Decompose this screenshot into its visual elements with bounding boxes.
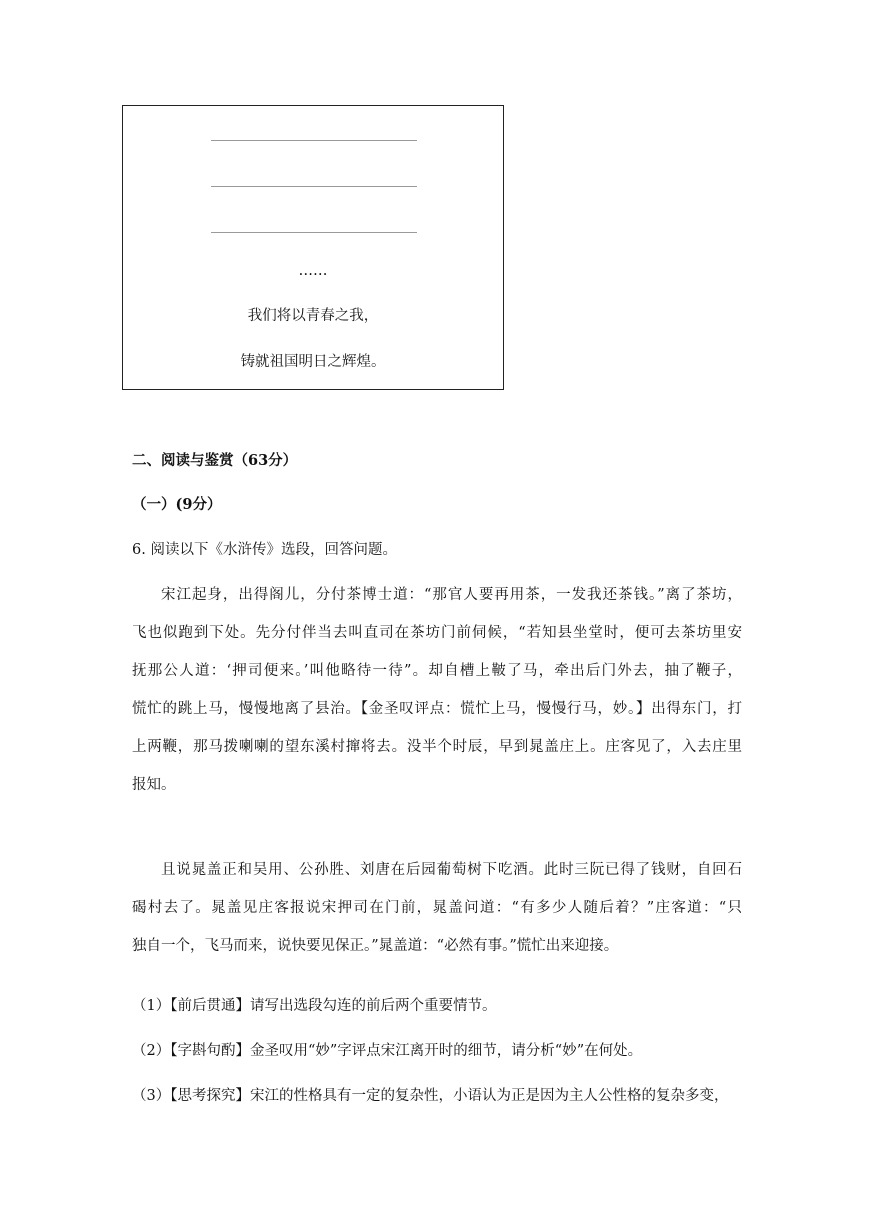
blank-line-1 (211, 140, 417, 141)
paragraph-2-line: 碣村去了。晁盖见庄客报说宋押司在门前，晁盖问道：“有多少人随后着？”庄客道：“只 (132, 900, 742, 916)
sub-question-3: （3）【思考探究】宋江的性格具有一定的复杂性，小语认为正是因为主人公性格的复杂多变， (132, 1088, 729, 1104)
paragraph-1-line: 飞也似跑到下处。先分付伴当去叫直司在茶坊门前伺候，“若知县坐堂时，便可去茶坊里安 (132, 625, 742, 641)
blank-line-2 (211, 186, 417, 187)
paragraph-1-line: 抚那公人道：‘押司便来。’叫他略待一待”。却自槽上鞁了马，牵出后门外去，抽了鞭子， (132, 663, 742, 679)
paragraph-2-line: 独自一个，飞马而来，说快要见保正。”晁盖道：“必然有事。”慌忙出来迎接。 (132, 938, 619, 954)
sub-heading: （一）(9分） (132, 496, 222, 513)
paragraph-1-line: 宋江起身，出得阁儿，分付茶博士道：“那官人要再用茶，一发我还茶钱。”离了茶坊， (161, 587, 742, 603)
sub-question-1: （1）【前后贯通】请写出选段勾连的前后两个重要情节。 (132, 998, 497, 1014)
section-heading: 二、阅读与鉴赏（63分） (132, 452, 298, 469)
paragraph-1-line: 报知。 (132, 777, 176, 793)
poem-line-2: 铸就祖国明日之辉煌。 (240, 354, 386, 370)
paragraph-1-line: 上两鞭，那马拨喇喇的望东溪村撺将去。没半个时辰，早到晁盖庄上。庄客见了，入去庄里 (132, 739, 742, 755)
poem-box (122, 105, 504, 390)
paragraph-2-line: 且说晁盖正和吴用、公孙胜、刘唐在后园葡萄树下吃酒。此时三阮已得了钱财，自回石 (161, 862, 742, 878)
blank-line-3 (211, 232, 417, 233)
sub-question-2: （2）【字斟句酌】金圣叹用“妙”字评点宋江离开时的细节，请分析“妙”在何处。 (132, 1043, 643, 1059)
poem-ellipsis: …… (298, 263, 328, 279)
paragraph-2 (132, 860, 742, 974)
paragraph-1-line: 慌忙的跳上马，慢慢地离了县治。【金圣叹评点：慌忙上马，慢慢行马，妙。】出得东门，打 (132, 701, 742, 717)
question-intro: 6. 阅读以下《水浒传》选段，回答问题。 (132, 542, 397, 558)
poem-line-1: 我们将以青春之我， (247, 308, 379, 324)
paragraph-1 (132, 585, 742, 813)
